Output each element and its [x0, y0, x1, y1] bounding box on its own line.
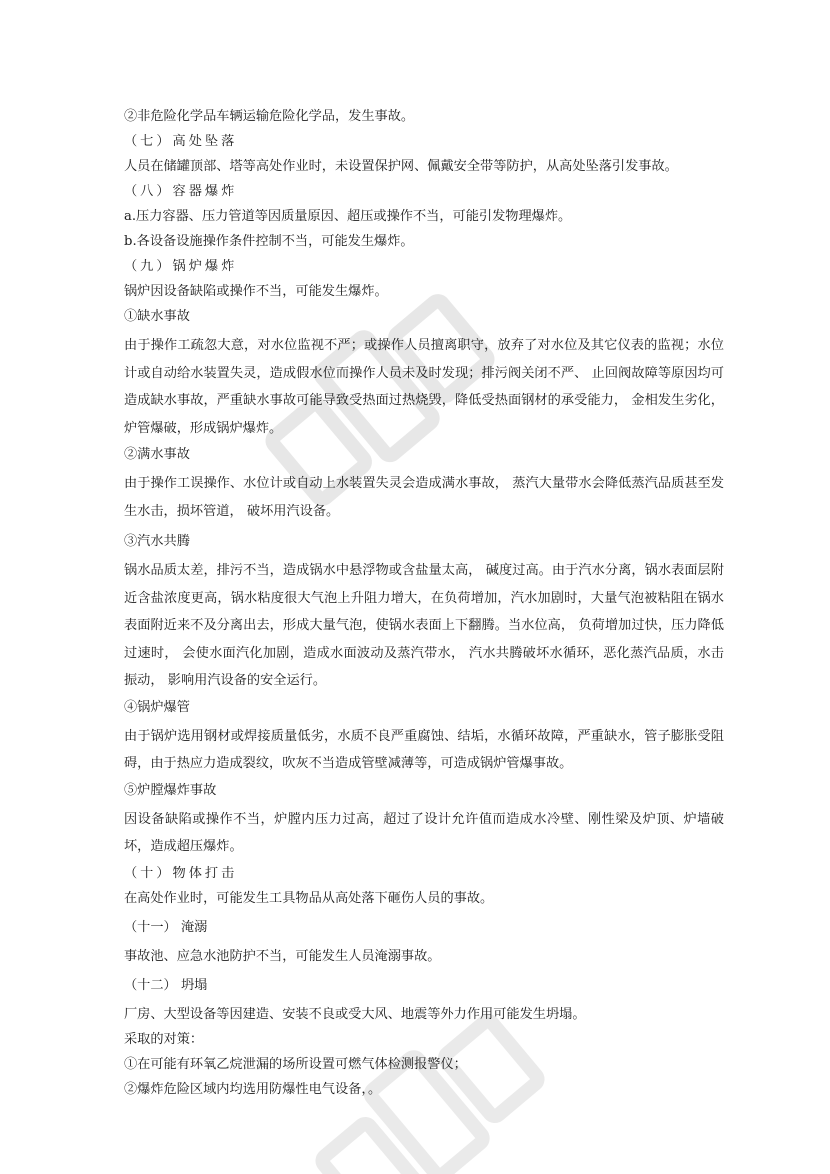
text-line: 锅炉因设备缺陷或操作不当，可能发生爆炸。 [124, 284, 388, 299]
subsection-heading: ③汽水共腾 [124, 534, 190, 549]
paragraph: 由于操作工疏忽大意，对水位监视不严；或操作人员擅离职守，放弃了对水位及其它仪表的监视；水位计或自动给水装置失灵，造成假水位而操作人员未及时发现；排污阀关闭不严、 止回阀故障等原因均可造成缺水事故，严重缺水事故可能导致受热面过热烧毁，降低受热面钢材的承受能力， 金相发生劣化，炉管爆破，形成锅炉爆炸。 [124, 338, 724, 436]
section-heading: （七）高处坠落 [124, 134, 238, 149]
section-heading: （十一） 淹溺 [124, 919, 208, 935]
list-item: ②爆炸危险区域内均选用防爆性电气设备，。 [124, 1081, 382, 1097]
paragraph: 由于锅炉选用钢材或焊接质量低劣，水质不良严重腐蚀、结垢，水循环故障，严重缺水，管子膨胀受阻碍，由于热应力造成裂纹，吹灰不当造成管壁减薄等，可造成锅炉管爆事故。 [124, 728, 724, 771]
section-heading: （十）物体打击 [124, 865, 238, 881]
paragraph: 由于操作工误操作、水位计或自动上水装置失灵会造成满水事故， 蒸汽大量带水会降低蒸汽品质甚至发生水击，损坏管道， 破坏用汽设备。 [124, 476, 724, 519]
section-heading: （九）锅炉爆炸 [124, 259, 238, 274]
document-body [124, 104, 724, 1102]
subsection-heading: ①缺水事故 [124, 309, 190, 324]
subsection-heading: ④锅炉爆管 [124, 699, 190, 715]
subsection-heading: ②满水事故 [124, 447, 190, 462]
paragraph: 因设备缺陷或操作不当，炉膛内压力过高，超过了设计允许值而造成水冷壁、刚性梁及炉顶、炉墙破坏，造成超压爆炸。 [124, 811, 724, 854]
subsection-heading: ⑤炉膛爆炸事故 [124, 782, 217, 798]
section-heading: （十二） 坍塌 [124, 977, 208, 993]
text-line: 人员在储罐顶部、塔等高处作业时，未设置保护网、佩戴安全带等防护，从高处坠落引发事故。 [124, 159, 678, 174]
text-line: 厂房、大型设备等因建造、安装不良或受大风、地震等外力作用可能发生坍塌。 [124, 1006, 586, 1022]
text-line: a.压力容器、压力管道等因质量原因、超压或操作不当，可能引发物理爆炸。 [124, 209, 572, 224]
list-item: ①在可能有环氧乙烷泄漏的场所设置可燃气体检测报警仪； [124, 1056, 467, 1072]
text-line: 在高处作业时，可能发生工具物品从高处落下砸伤人员的事故。 [124, 890, 494, 906]
text-line: ②非危险化学品车辆运输危险化学品，发生事故。 [124, 109, 415, 124]
text-line: b.各设备设施操作条件控制不当，可能发生爆炸。 [124, 234, 414, 249]
text-line: 采取的对策： [124, 1031, 204, 1047]
section-heading: （八）容器爆炸 [124, 184, 238, 199]
paragraph: 锅水品质太差，排污不当，造成锅水中悬浮物或含盐量太高， 碱度过高。由于汽水分离，锅水表面层附近含盐浓度更高，锅水粘度很大气泡上升阻力增大，在负荷增加，汽水加剧时，大量气泡被粘阻在锅水表面附近来不及分离出去，形成大量气泡，使锅水表面上下翻腾。当水位高， 负荷增加过快，压力降低过速时， 会使水面汽化加剧，造成水面波动及蒸汽带水， 汽水共腾破坏水循环，恶化蒸汽品质，水击振动， 影响用汽设备的安全运行。 [124, 563, 724, 688]
text-line: 事故池、应急水池防护不当，可能发生人员淹溺事故。 [124, 948, 441, 964]
